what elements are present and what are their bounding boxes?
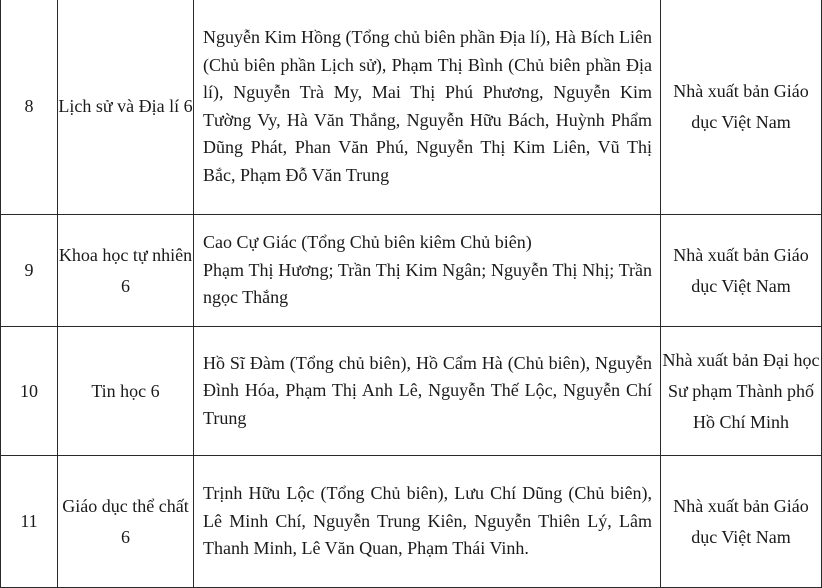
publisher-text: Nhà xuất bản Đại học Sư phạm Thành phố Hồ Chí Minh [662,349,820,432]
authors-cell [194,215,661,327]
publisher-cell [661,215,822,327]
authors-text: Hồ Sĩ Đàm (Tổng chủ biên), Hồ Cẩm Hà (Chủ biên), Nguyễn Đình Hóa, Phạm Thị Anh Lê, Nguyễn Thế Lộc, Nguyễn Chí Trung [203,352,652,428]
authors-line-1: Cao Cự Giác (Tổng Chủ biên kiêm Chủ biên) [203,232,532,253]
publisher-cell [661,0,822,215]
book-title-text: Lịch sử và Địa lí 6 [58,96,193,116]
book-title-text: Giáo dục thể chất 6 [62,495,189,547]
row-number: 8 [1,0,58,215]
book-title [58,456,194,588]
book-title [58,215,194,327]
row-number: 10 [1,327,58,456]
table-row [1,0,822,215]
row-number: 11 [1,456,58,588]
row-number: 9 [1,215,58,327]
authors-line-2: Phạm Thị Hương; Trần Thị Kim Ngân; Nguyễn Thị Nhị; Trần ngọc Thắng [203,259,652,308]
authors-cell [194,327,661,456]
book-title [58,327,194,456]
authors-cell [194,456,661,588]
book-title-text: Khoa học tự nhiên 6 [58,244,193,296]
publisher-text: Nhà xuất bản Giáo dục Việt Nam [673,495,809,547]
authors-cell [194,0,661,215]
publisher-text: Nhà xuất bản Giáo dục Việt Nam [673,80,809,132]
book-title-text: Tin học 6 [91,380,160,401]
publisher-text: Nhà xuất bản Giáo dục Việt Nam [673,244,809,296]
table-row [1,327,822,456]
table-row [1,456,822,588]
book-title [58,0,194,215]
publisher-cell [661,456,822,588]
authors-text: Trịnh Hữu Lộc (Tổng Chủ biên), Lưu Chí Dũng (Chủ biên), Lê Minh Chí, Nguyễn Trung Kiên, Nguyễn Thiên Lý, Lâm Thanh Minh, Lê Văn Quan, Phạm Thái Vinh. [203,483,652,559]
authors-text: Nguyễn Kim Hồng (Tổng chủ biên phần Địa lí), Hà Bích Liên (Chủ biên phần Lịch sử), Phạm Thị Bình (Chủ biên phần Địa lí), Nguyễn Trà My, Mai Thị Phú Phương, Nguyễn Kim Tường Vy, Hà Văn Thắng, Nguyễn Hữu Bách, Huỳnh Phẩm Dũng Phát, Phan Văn Phú, Nguyễn Thị Kim Liên, Vũ Thị Bắc, Phạm Đỗ Văn Trung [203,27,652,185]
table-row [1,215,822,327]
publisher-cell [661,327,822,456]
